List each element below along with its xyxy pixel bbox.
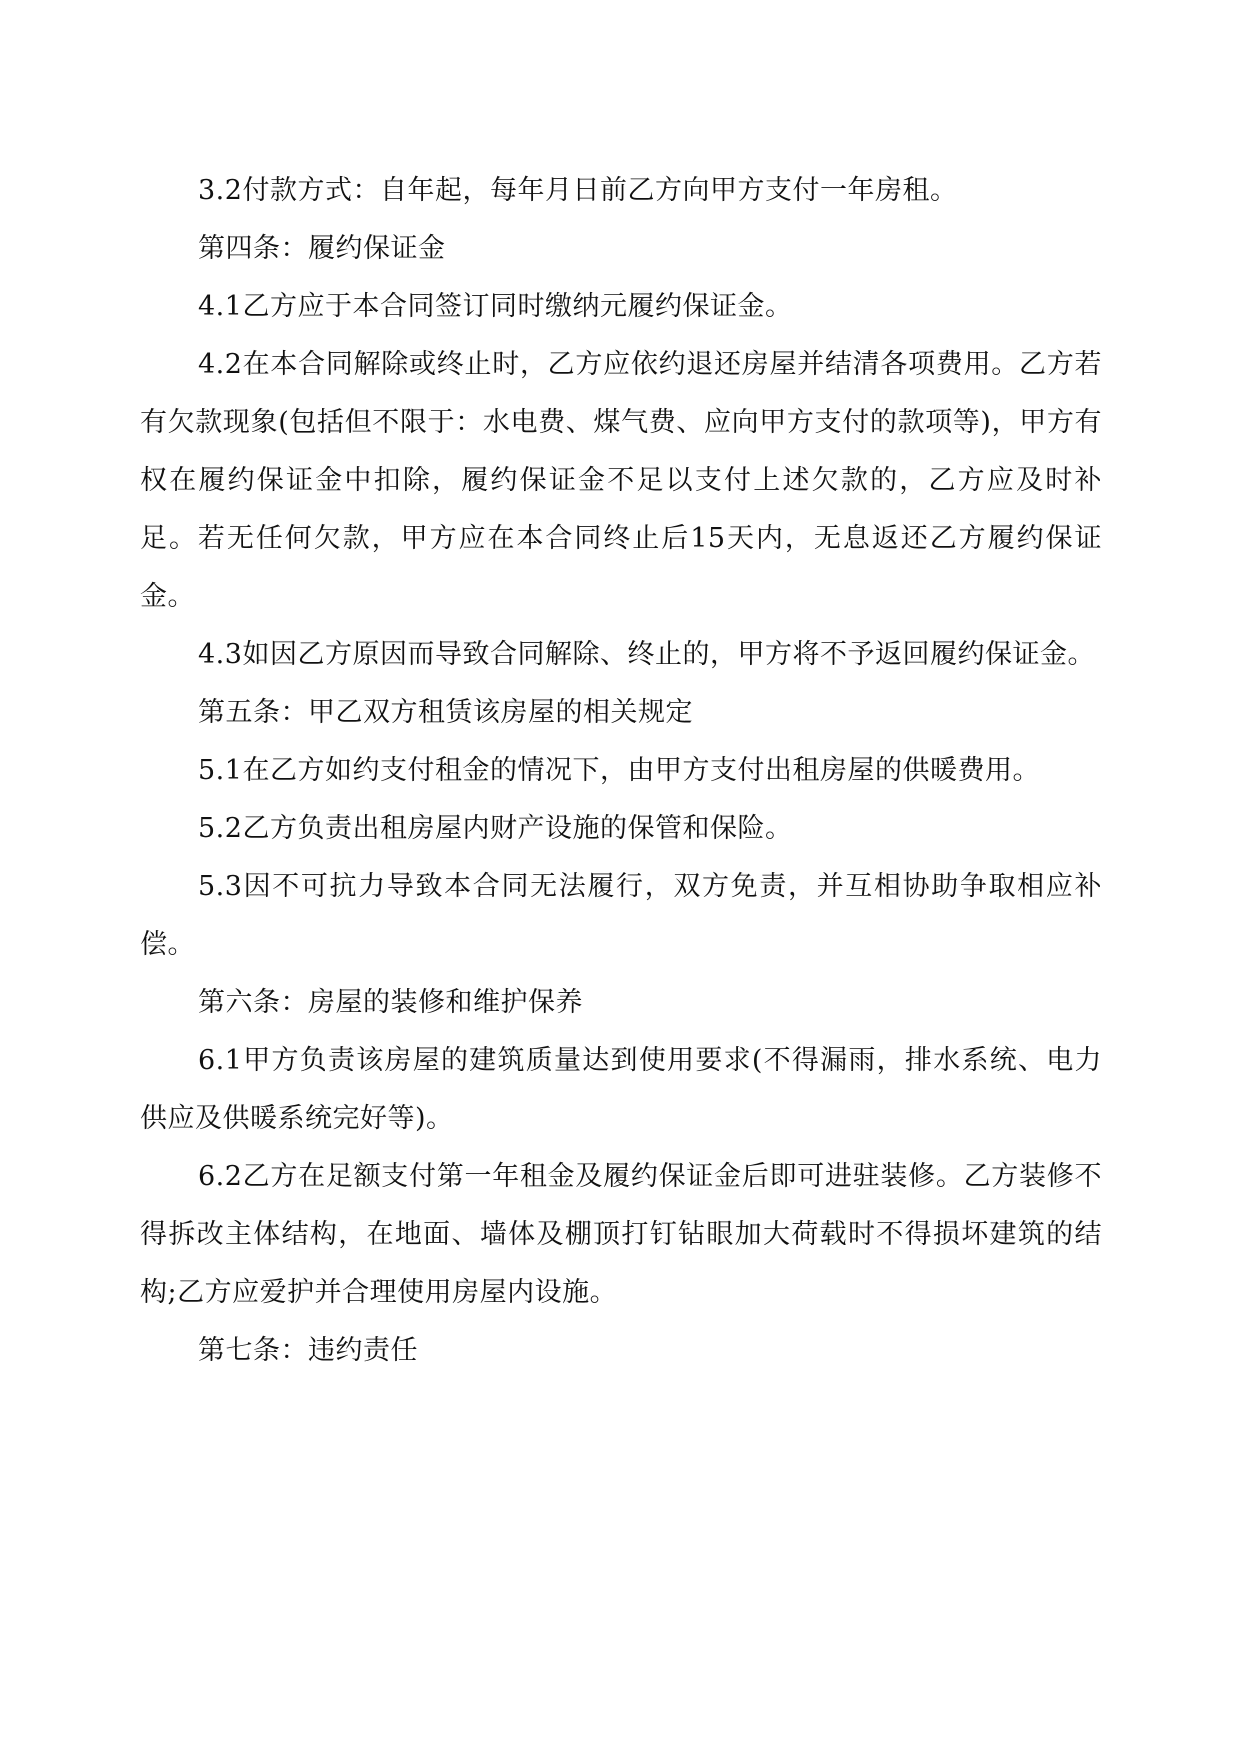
article-6-heading: 第六条：房屋的装修和维护保养 [198,987,583,1018]
clause-6-2: 6.2乙方在足额支付第一年租金及履约保证金后即可进驻装修。乙方装修不得拆改主体结构，在地面、墙体及棚顶打钉钻眼加大荷载时不得损坏建筑的结构;乙方应爱护并合理使用房屋内设施。 [140,1161,1102,1308]
clause-4-1: 4.1乙方应于本合同签订同时缴纳元履约保证金。 [198,291,793,322]
clause-5-2: 5.2乙方负责出租房屋内财产设施的保管和保险。 [198,813,793,844]
article-7-heading: 第七条：违约责任 [198,1335,418,1366]
clause-5-3: 5.3因不可抗力导致本合同无法履行，双方免责，并互相协助争取相应补偿。 [140,871,1102,960]
clause-4-2: 4.2在本合同解除或终止时，乙方应依约退还房屋并结清各项费用。乙方若有欠款现象(包括但不限于：水电费、煤气费、应向甲方支付的款项等)，甲方有权在履约保证金中扣除，履约保证金不足以支付上述欠款的，乙方应及时补足。若无任何欠款，甲方应在本合同终止后15天内，无息返还乙方履约保证金。 [140,349,1102,612]
clause-3-2-payment-method: 3.2付款方式：自年起，每年月日前乙方向甲方支付一年房租。 [198,175,958,206]
clause-4-3: 4.3如因乙方原因而导致合同解除、终止的，甲方将不予返回履约保证金。 [198,639,1095,670]
article-5-heading: 第五条：甲乙双方租赁该房屋的相关规定 [198,697,693,728]
clause-5-1: 5.1在乙方如约支付租金的情况下，由甲方支付出租房屋的供暖费用。 [198,755,1040,786]
clause-6-1: 6.1甲方负责该房屋的建筑质量达到使用要求(不得漏雨，排水系统、电力供应及供暖系统完好等)。 [140,1045,1102,1134]
document-body [140,162,1102,1380]
article-4-heading: 第四条：履约保证金 [198,233,446,264]
